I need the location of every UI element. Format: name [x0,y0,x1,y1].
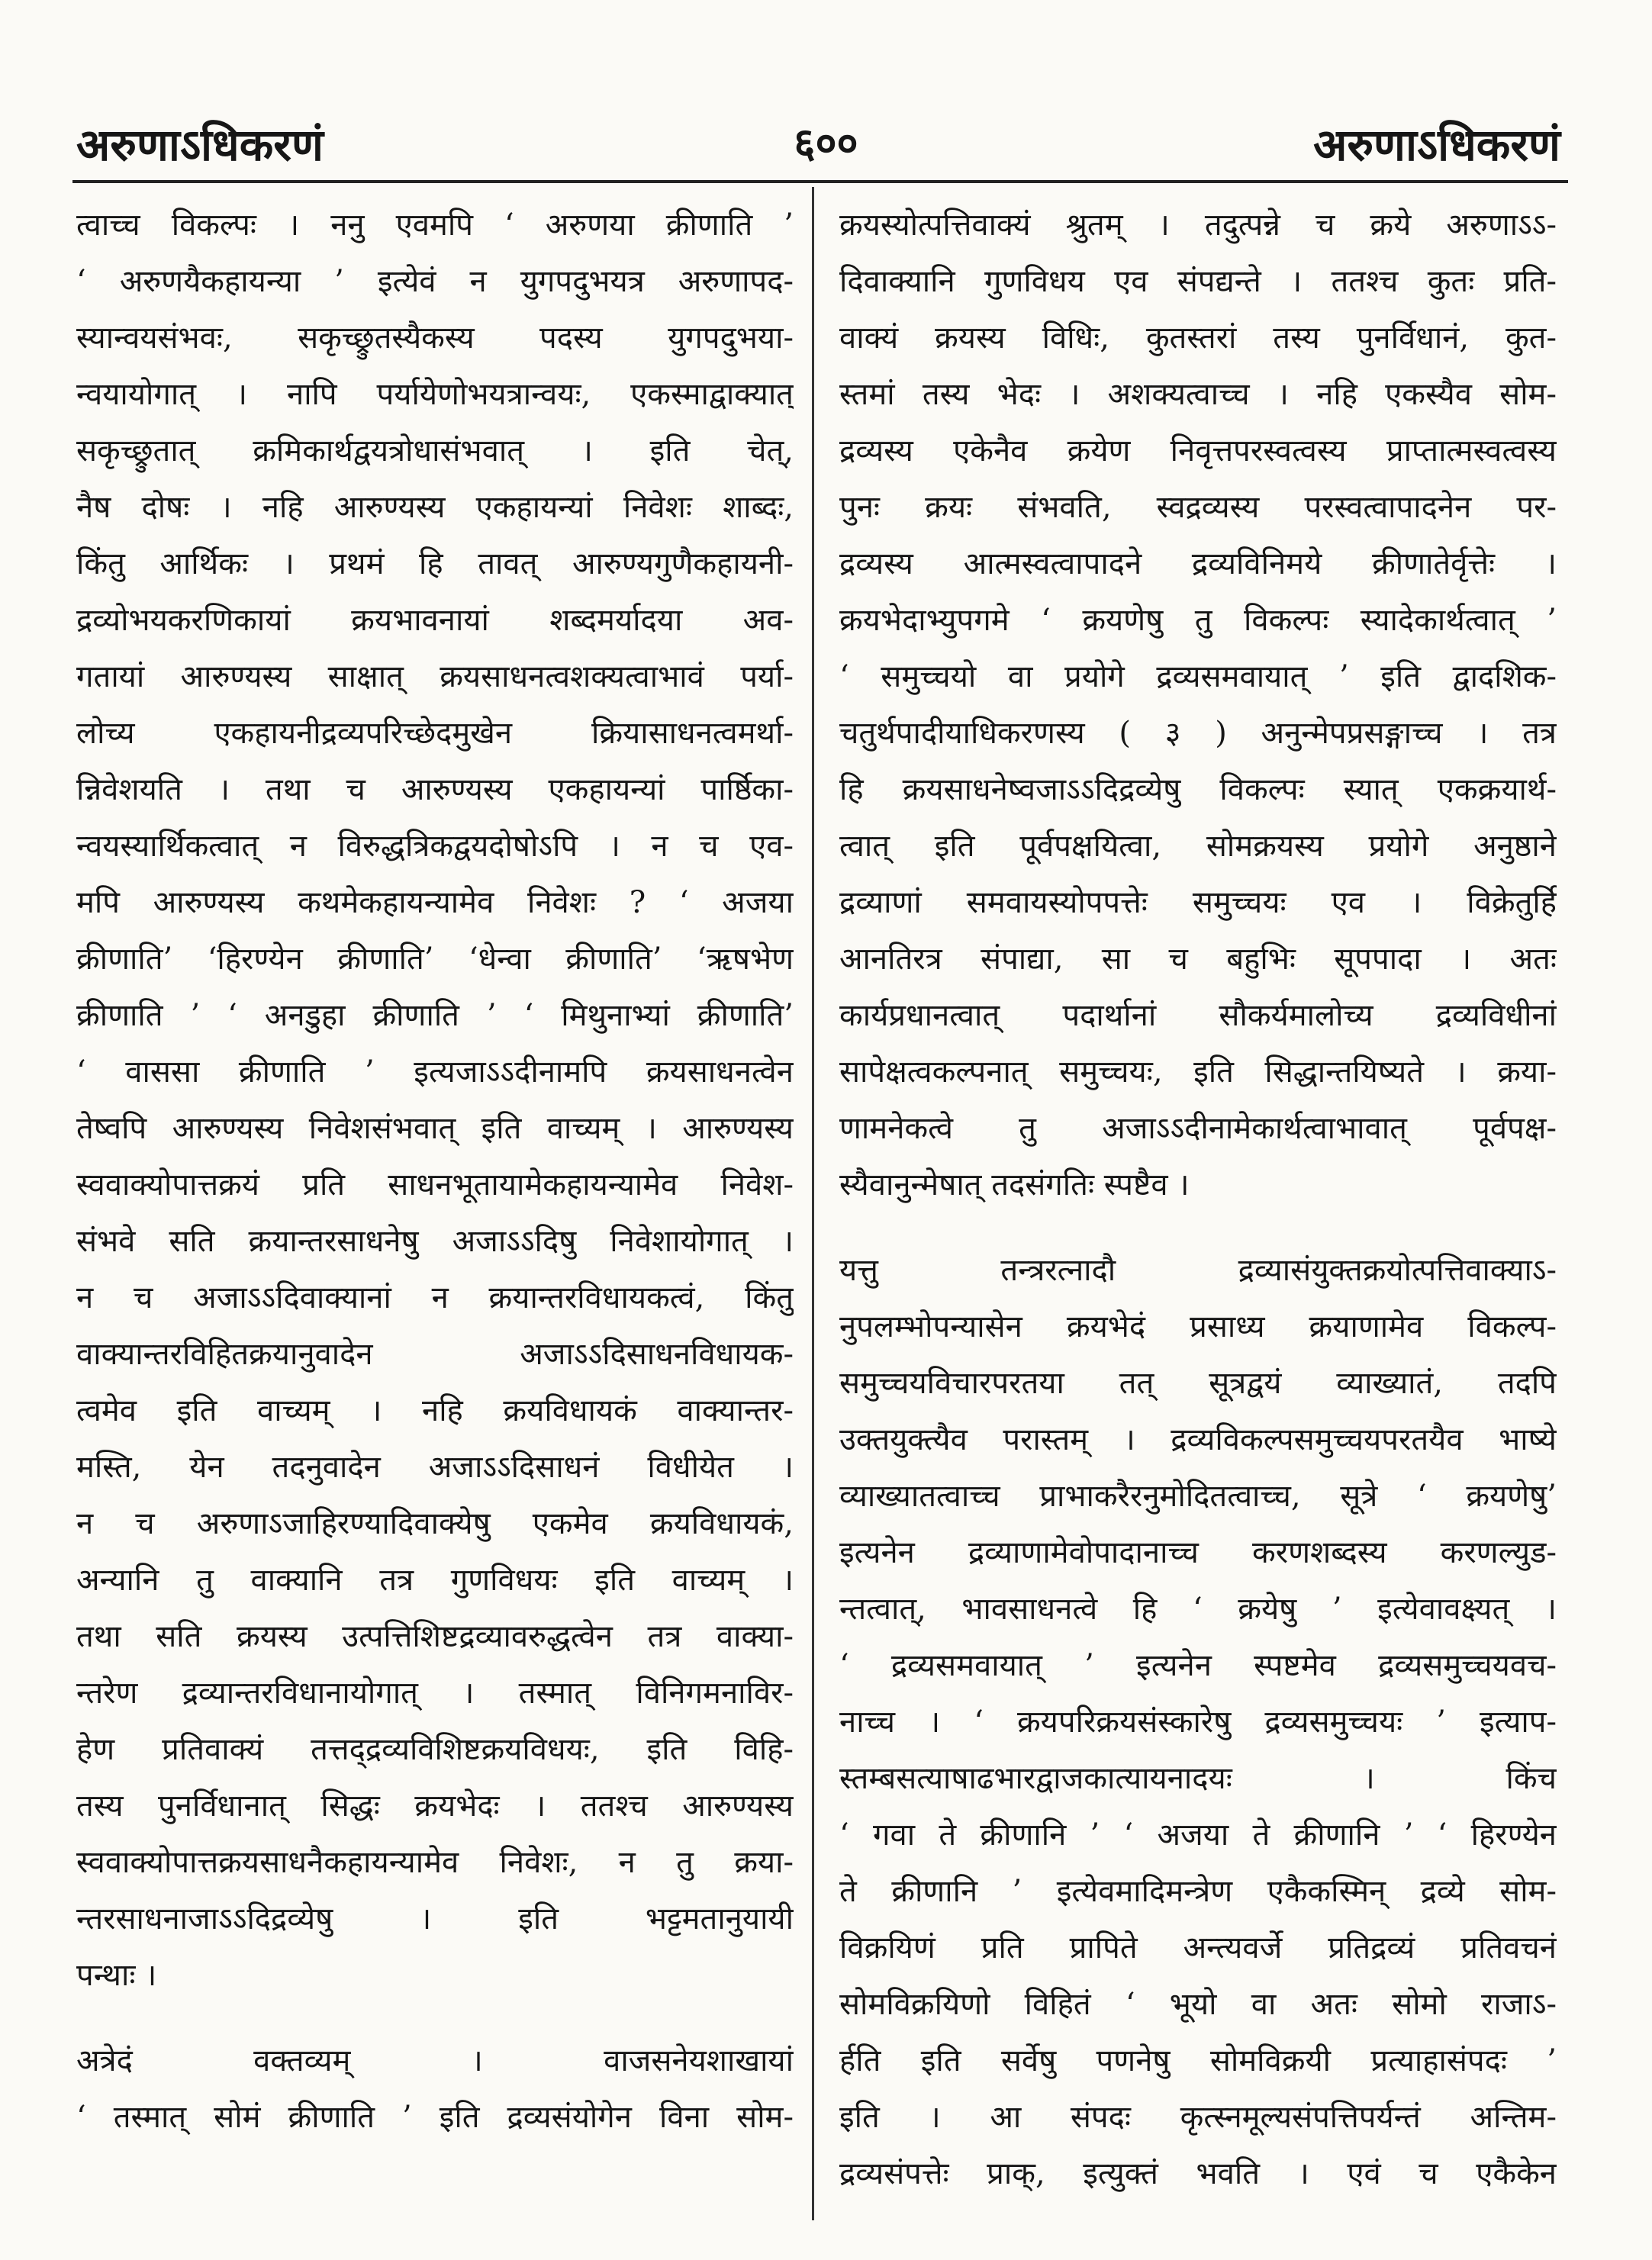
text-line: यत्तु तन्त्ररत्नादौ द्रव्यासंयुक्तक्रयोत्पत्तिवाक्याऽ- [839,1253,1557,1288]
text-line: तेष्वपि आरुण्यस्य निवेशसंभवात् इति वाच्यम् । आरुण्यस्य [76,1111,794,1146]
header-rule [72,180,1568,183]
text-line: अत्रेदं वक्तव्यम् । वाजसनेयशाखायां [76,2043,794,2078]
text-line: त्वात् इति पूर्वपक्षयित्वा, सोमक्रयस्य प्रयोगे अनुष्ठाने [839,829,1557,864]
text-line: ‘ द्रव्यसमवायात् ’ इत्यनेन स्पष्टमेव द्रव्यसमुच्चयवच- [839,1648,1557,1683]
text-line: वाक्यं क्रयस्य विधिः, कुतस्तरां तस्य पुनर्विधानं, कुत- [839,320,1557,356]
column-divider [812,187,814,2220]
text-line: अन्यानि तु वाक्यानि तत्र गुणविधयः इति वाच्यम् । [76,1563,794,1598]
text-line: मस्ति, येन तदनुवादेन अजाऽऽदिसाधनं विधीयेत । [76,1450,794,1485]
text-line: न्वयायोगात् । नापि पर्यायेणोभयत्रान्वयः, एकस्माद्वाक्यात् [76,377,794,412]
text-line: तथा सति क्रयस्य उत्पत्तिशिष्टद्रव्यावरुद्धत्वेन तत्र वाक्या- [76,1619,794,1654]
text-line: स्ववाक्योपात्तक्रयसाधनैकहायन्यामेव निवेशः, न तु क्रया- [76,1845,794,1880]
text-line: न्वयस्यार्थिकत्वात् न विरुद्धत्रिकद्वयदोषोऽपि । न च एव- [76,829,794,864]
text-line: स्यैवानुन्मेषात् तदसंगतिः स्पष्टैव । [839,1167,1190,1202]
text-line: द्रव्योभयकरणिकायां क्रयभावनायां शब्दमर्यादया अव- [76,603,794,638]
text-line: त्वाच्च विकल्पः । ननु एवमपि ‘ अरुणया क्रीणाति ’ [76,208,794,243]
text-line: द्रव्यस्य एकेनैव क्रयेण निवृत्तपरस्वत्वस्य प्राप्तात्मस्वत्वस्य [839,433,1557,468]
text-line: ‘ अरुणयैकहायन्या ’ इत्येवं न युगपदुभयत्र अरुणापद- [76,264,794,299]
text-line: स्यान्वयसंभवः, सकृच्छ्रुतस्यैकस्य पदस्य युगपदुभया- [76,320,794,356]
text-line: ‘ गवा ते क्रीणानि ’ ‘ अजया ते क्रीणानि ’ ‘ हिरण्येन [839,1817,1557,1853]
text-line: संभवे सति क्रयान्तरसाधनेषु अजाऽऽदिषु निवेशायोगात् । [76,1224,794,1259]
text-line: गतायां आरुण्यस्य साक्षात् क्रयसाधनत्वशक्यत्वाभावं पर्या- [76,659,794,694]
text-line: मपि आरुण्यस्य कथमेकहायन्यामेव निवेशः ? ‘ अजया [76,885,794,920]
text-line: ते क्रीणानि ’ इत्येवमादिमन्त्रेण एकैकस्मिन् द्रव्ये सोम- [839,1874,1557,1909]
text-line: इति । आ संपदः कृत्स्नमूल्यसंपत्तिपर्यन्तं अन्तिम- [839,2100,1557,2135]
text-line: ‘ समुच्चयो वा प्रयोगे द्रव्यसमवायात् ’ इति द्वादशिक- [839,659,1557,694]
text-line: न्तरसाधनाजाऽऽदिद्रव्येषु । इति भट्टमतानुयायी [76,1901,794,1936]
text-line: द्रव्याणां समवायस्योपपत्तेः समुच्चयः एव । विक्रेतुर्हि [839,885,1557,920]
page-number: ६०० [794,118,858,167]
text-line: समुच्चयविचारपरतया तत् सूत्रद्वयं व्याख्यातं, तदपि [839,1366,1557,1401]
text-line: णामनेकत्वे तु अजाऽऽदीनामेकार्थत्वाभावात् पूर्वपक्ष- [839,1111,1557,1146]
text-line: क्रयस्योत्पत्तिवाक्यं श्रुतम् । तदुत्पन्ने च क्रये अरुणाऽऽ- [839,208,1557,243]
text-line: नैष दोषः । नहि आरुण्यस्य एकहायन्यां निवेशः शाब्दः, [76,490,794,525]
text-line: क्रयभेदाभ्युपगमे ‘ क्रयणेषु तु विकल्पः स्यादेकार्थत्वात् ’ [839,603,1557,638]
text-line: उक्तयुक्त्यैव परास्तम् । द्रव्यविकल्पसमुच्चयपरतयैव भाष्ये [839,1422,1557,1457]
text-line: न्तत्वात्, भावसाधनत्वे हि ‘ क्रयेषु ’ इत्येवावक्ष्यत् । [839,1592,1557,1627]
text-line: स्ववाक्योपात्तक्रयं प्रति साधनभूतायामेकहायन्यामेव निवेश- [76,1167,794,1202]
text-line: कार्यप्रधानत्वात् पदार्थानां सौकर्यमालोच्य द्रव्यविधीनां [839,998,1557,1033]
text-line: नुपलम्भोपन्यासेन क्रयभेदं प्रसाध्य क्रयाणामेव विकल्प- [839,1309,1557,1344]
left-column [76,197,794,2146]
running-head-right: अरुणाऽधिकरणं [1313,119,1560,171]
text-line: स्तमां तस्य भेदः । अशक्यत्वाच्च । नहि एकस्यैव सोम- [839,377,1557,412]
text-line: पन्थाः । [76,1958,157,1993]
text-line: द्रव्यसंपत्तेः प्राक्, इत्युक्तं भवति । एवं च एकैकेन [839,2156,1557,2191]
text-line: सकृच्छ्रुतात् क्रमिकार्थद्वयत्रोधासंभवात् । इति चेत्, [76,433,794,468]
text-line: सापेक्षत्वकल्पनात् समुच्चयः, इति सिद्धान्तयिष्यते । क्रया- [839,1054,1557,1090]
running-head-left: अरुणाऽधिकरणं [76,119,324,171]
text-line: स्तम्बसत्याषाढभारद्वाजकात्यायनादयः । किंच [839,1761,1557,1796]
text-line: लोच्य एकहायनीद्रव्यपरिच्छेदमुखेन क्रियासाधनत्वमर्था- [76,716,794,751]
text-line: त्वमेव इति वाच्यम् । नहि क्रयविधायकं वाक्यान्तर- [76,1393,794,1428]
text-line: व्याख्यातत्वाच्च प्राभाकरैरनुमोदितत्वाच्च, सूत्रे ‘ क्रयणेषु’ [839,1479,1557,1514]
text-line: इत्यनेन द्रव्याणामेवोपादानाच्च करणशब्दस्य करणल्युड- [839,1535,1557,1570]
page-header [0,113,1652,174]
text-line: न च अरुणाऽजाहिरण्यादिवाक्येषु एकमेव क्रयविधायकं, [76,1506,794,1541]
text-line: ‘ तस्मात् सोमं क्रीणाति ’ इति द्रव्यसंयोगेन विना सोम- [76,2100,794,2135]
text-line: सोमविक्रयिणो विहितं ‘ भूयो वा अतः सोमो राजाऽ- [839,1987,1557,2022]
text-line: क्रीणाति ’ ‘ अनडुहा क्रीणाति ’ ‘ मिथुनाभ्यां क्रीणाति’ [76,998,794,1033]
text-line: दिवाक्यानि गुणविधय एव संपद्यन्ते । ततश्च कुतः प्रति- [839,264,1557,299]
text-line: आनतिरत्र संपाद्या, सा च बहुभिः सूपपादा । अतः [839,942,1557,977]
text-line: ‘ वाससा क्रीणाति ’ इत्यजाऽऽदीनामपि क्रयसाधनत्वेन [76,1054,794,1090]
text-line: चतुर्थपादीयाधिकरणस्य ( ३ ) अनुन्मेपप्रसङ्गाच्च । तत्र [839,716,1557,751]
text-line: वाक्यान्तरविहितक्रयानुवादेन अजाऽऽदिसाधनविधायक- [76,1337,794,1372]
text-line: हेण प्रतिवाक्यं तत्तद्द्रव्यविशिष्टक्रयविधयः, इति विहि- [76,1732,794,1767]
text-line: हि क्रयसाधनेष्वजाऽऽदिद्रव्येषु विकल्पः स्यात् एकक्रयार्थ- [839,772,1557,807]
right-column [839,197,1557,2202]
text-line: न च अजाऽऽदिवाक्यानां न क्रयान्तरविधायकत्वं, किंतु [76,1280,794,1315]
text-line: न्तरेण द्रव्यान्तरविधानायोगात् । तस्मात् विनिगमनाविर- [76,1676,794,1711]
text-line: र्हति इति सर्वेषु पणनेषु सोमविक्रयी प्रत्याहासंपदः ’ [839,2043,1557,2078]
text-line: पुनः क्रयः संभवति, स्वद्रव्यस्य परस्वत्वापादनेन पर- [839,490,1557,525]
text-line: न्निवेशयति । तथा च आरुण्यस्य एकहायन्यां पार्ष्ठिका- [76,772,794,807]
text-line: विक्रयिणं प्रति प्रापिते अन्त्यवर्जे प्रतिद्रव्यं प्रतिवचनं [839,1930,1557,1965]
text-line: किंतु आर्थिकः । प्रथमं हि तावत् आरुण्यगुणैकहायनी- [76,546,794,581]
text-line: क्रीणाति’ ‘हिरण्येन क्रीणाति’ ‘धेन्वा क्रीणाति’ ‘ऋषभेण [76,942,794,977]
text-line: नाच्च । ‘ क्रयपरिक्रयसंस्कारेषु द्रव्यसमुच्चयः ’ इत्याप- [839,1705,1557,1740]
text-line: तस्य पुनर्विधानात् सिद्धः क्रयभेदः । ततश्च आरुण्यस्य [76,1788,794,1824]
text-line: द्रव्यस्य आत्मस्वत्वापादने द्रव्यविनिमये क्रीणातेर्वृत्तेः । [839,546,1557,581]
